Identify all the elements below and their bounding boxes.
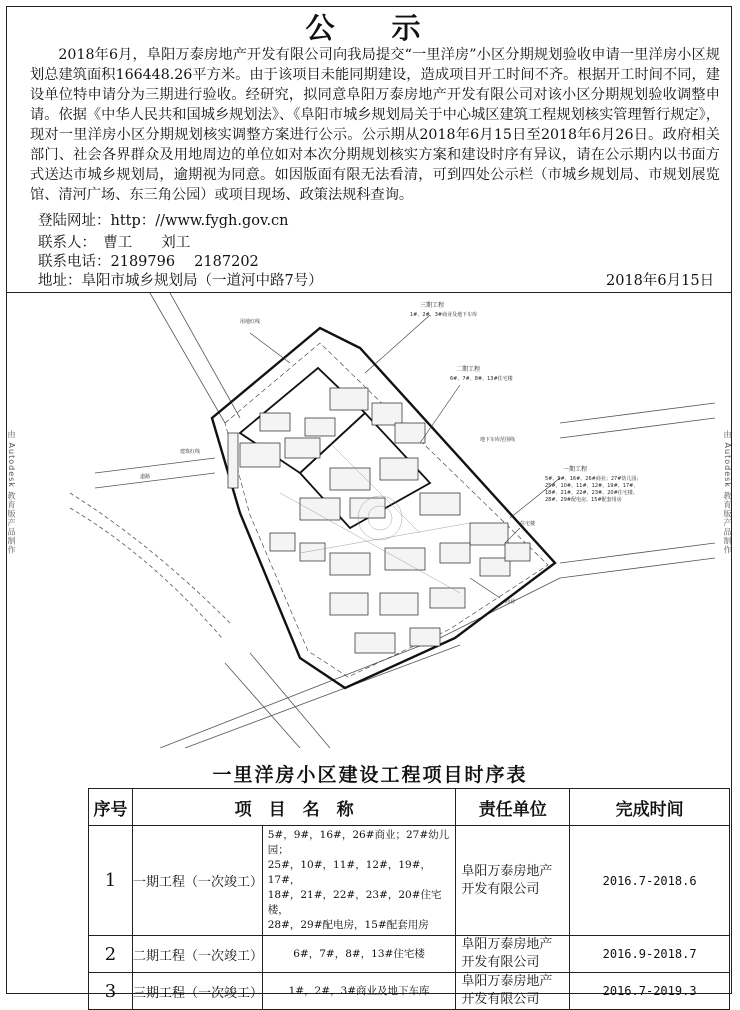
header-time: 完成时间 [570,789,730,826]
row-scope: 1#，2#，3#商业及地下车库 [262,973,456,1010]
label-building: 住宅楼 [520,521,536,527]
header-no: 序号 [89,789,133,826]
phone-line: 联系电话：2189796 2187202 [38,254,259,270]
row-scope: 6#，7#，8#，13#住宅楼 [262,936,456,973]
notice-title: 公 示 [305,11,435,45]
row-time: 2016.7-2018.6 [570,826,730,936]
row-project: 一期工程（一次竣工） [132,826,262,936]
row-no: 2 [89,936,133,973]
phase2-sub: 6#、7#、8#、13#住宅楼 [450,376,513,382]
row-unit: 阜阳万泰房地产开发有限公司 [456,826,570,936]
label-shop: 商业 [505,599,516,605]
row-scope: 5#，9#，16#，26#商业；27#幼儿园； 25#，10#，11#，12#，19#，17#， 18#，21#，22#，23#，20#住宅楼， 28#，29#配电房，15#配套用房 [262,826,456,936]
schedule-table [88,788,730,1010]
phase2-label: 二期工程 [456,366,481,373]
notice-body [30,45,720,205]
phase1-sub4: 28#、29#配电房、15#配套用房 [545,497,622,503]
label-redline: 用地红线 [240,319,261,325]
address-line: 地址：阜阳市城乡规划局（一道河中路7号） [38,273,323,289]
phase1-sub1: 5#、9#、16#、26#商业；27#幼儿园； [545,476,642,482]
row-unit: 阜阳万泰房地产开发有限公司 [456,936,570,973]
row-unit: 阜阳万泰房地产开发有限公司 [456,973,570,1010]
autodesk-watermark-right: 由 Autodesk 教育版产品制作 [723,430,732,555]
phase3-label: 三期工程 [420,302,445,309]
label-setback: 建筑红线 [180,449,201,455]
row-time: 2016.9-2018.7 [570,936,730,973]
row-project: 二期工程（一次竣工） [132,936,262,973]
row-no: 3 [89,973,133,1010]
phase1-sub2: 25#、10#、11#、12#、19#、17#、 [545,483,639,489]
contact-line: 联系人： 曹工 刘工 [38,235,191,251]
notice-date: 2018年6月15日 [606,273,715,289]
site-plan-drawing [0,293,740,748]
table-header-row [89,789,730,826]
autodesk-watermark-left: 由 Autodesk 教育版产品制作 [7,430,16,555]
table-row [89,936,730,973]
header-name: 项 目 名 称 [132,789,455,826]
phase1-sub3: 18#、21#、22#、23#、20#住宅楼、 [545,490,638,496]
label-basement: 地下车库范围线 [480,437,516,443]
row-time: 2016.7-2019.3 [570,973,730,1010]
row-project: 三期工程（一次竣工） [132,973,262,1010]
notice-paragraph: 2018年6月，阜阳万泰房地产开发有限公司向我局提交“一里洋房”小区分期规划验收申请一里洋房小区规划总建筑面积166448.26平方米。由于该项目未能同期建设，造成项目开工时间不齐。根据开工时间不同，建设单位特申请分为三期进行验收。经研究，拟同意阜阳万泰房地产开发有限公司对该小区分期规划验收调整申请。依据《中华人民共和国城乡规划法》、《阜阳市城乡规划局关于中心城区建筑工程规划核实管理暂行规定》，现对一里洋房小区分期规划核实调整方案进行公示。公示期从2018年6月15日至2018年6月26日。政府相关部门、社会各界群众及用地周边的单位如对本次分期规划核实方案和建设时序有异议，请在公示期内以书面方式送达市城乡规划局，逾期视为同意。如因版面有限无法看清，可到四处公示栏（市城乡规划局、市规划展览馆、清河广场、东三角公园）或项目现场、政策法规科查询。 [30,47,720,203]
phase1-label: 一期工程 [563,466,588,473]
schedule-title: 一里洋房小区建设工程项目时序表 [212,764,528,786]
row-no: 1 [89,826,133,936]
road-lines [70,293,715,748]
header-unit: 责任单位 [456,789,570,826]
table-row [89,826,730,936]
website-line: 登陆网址：http：//www.fygh.gov.cn [38,213,289,229]
label-road: 道路 [140,474,151,480]
phase3-sub: 1#、2#、3#商业及地下车库 [410,312,478,318]
table-row [89,973,730,1010]
